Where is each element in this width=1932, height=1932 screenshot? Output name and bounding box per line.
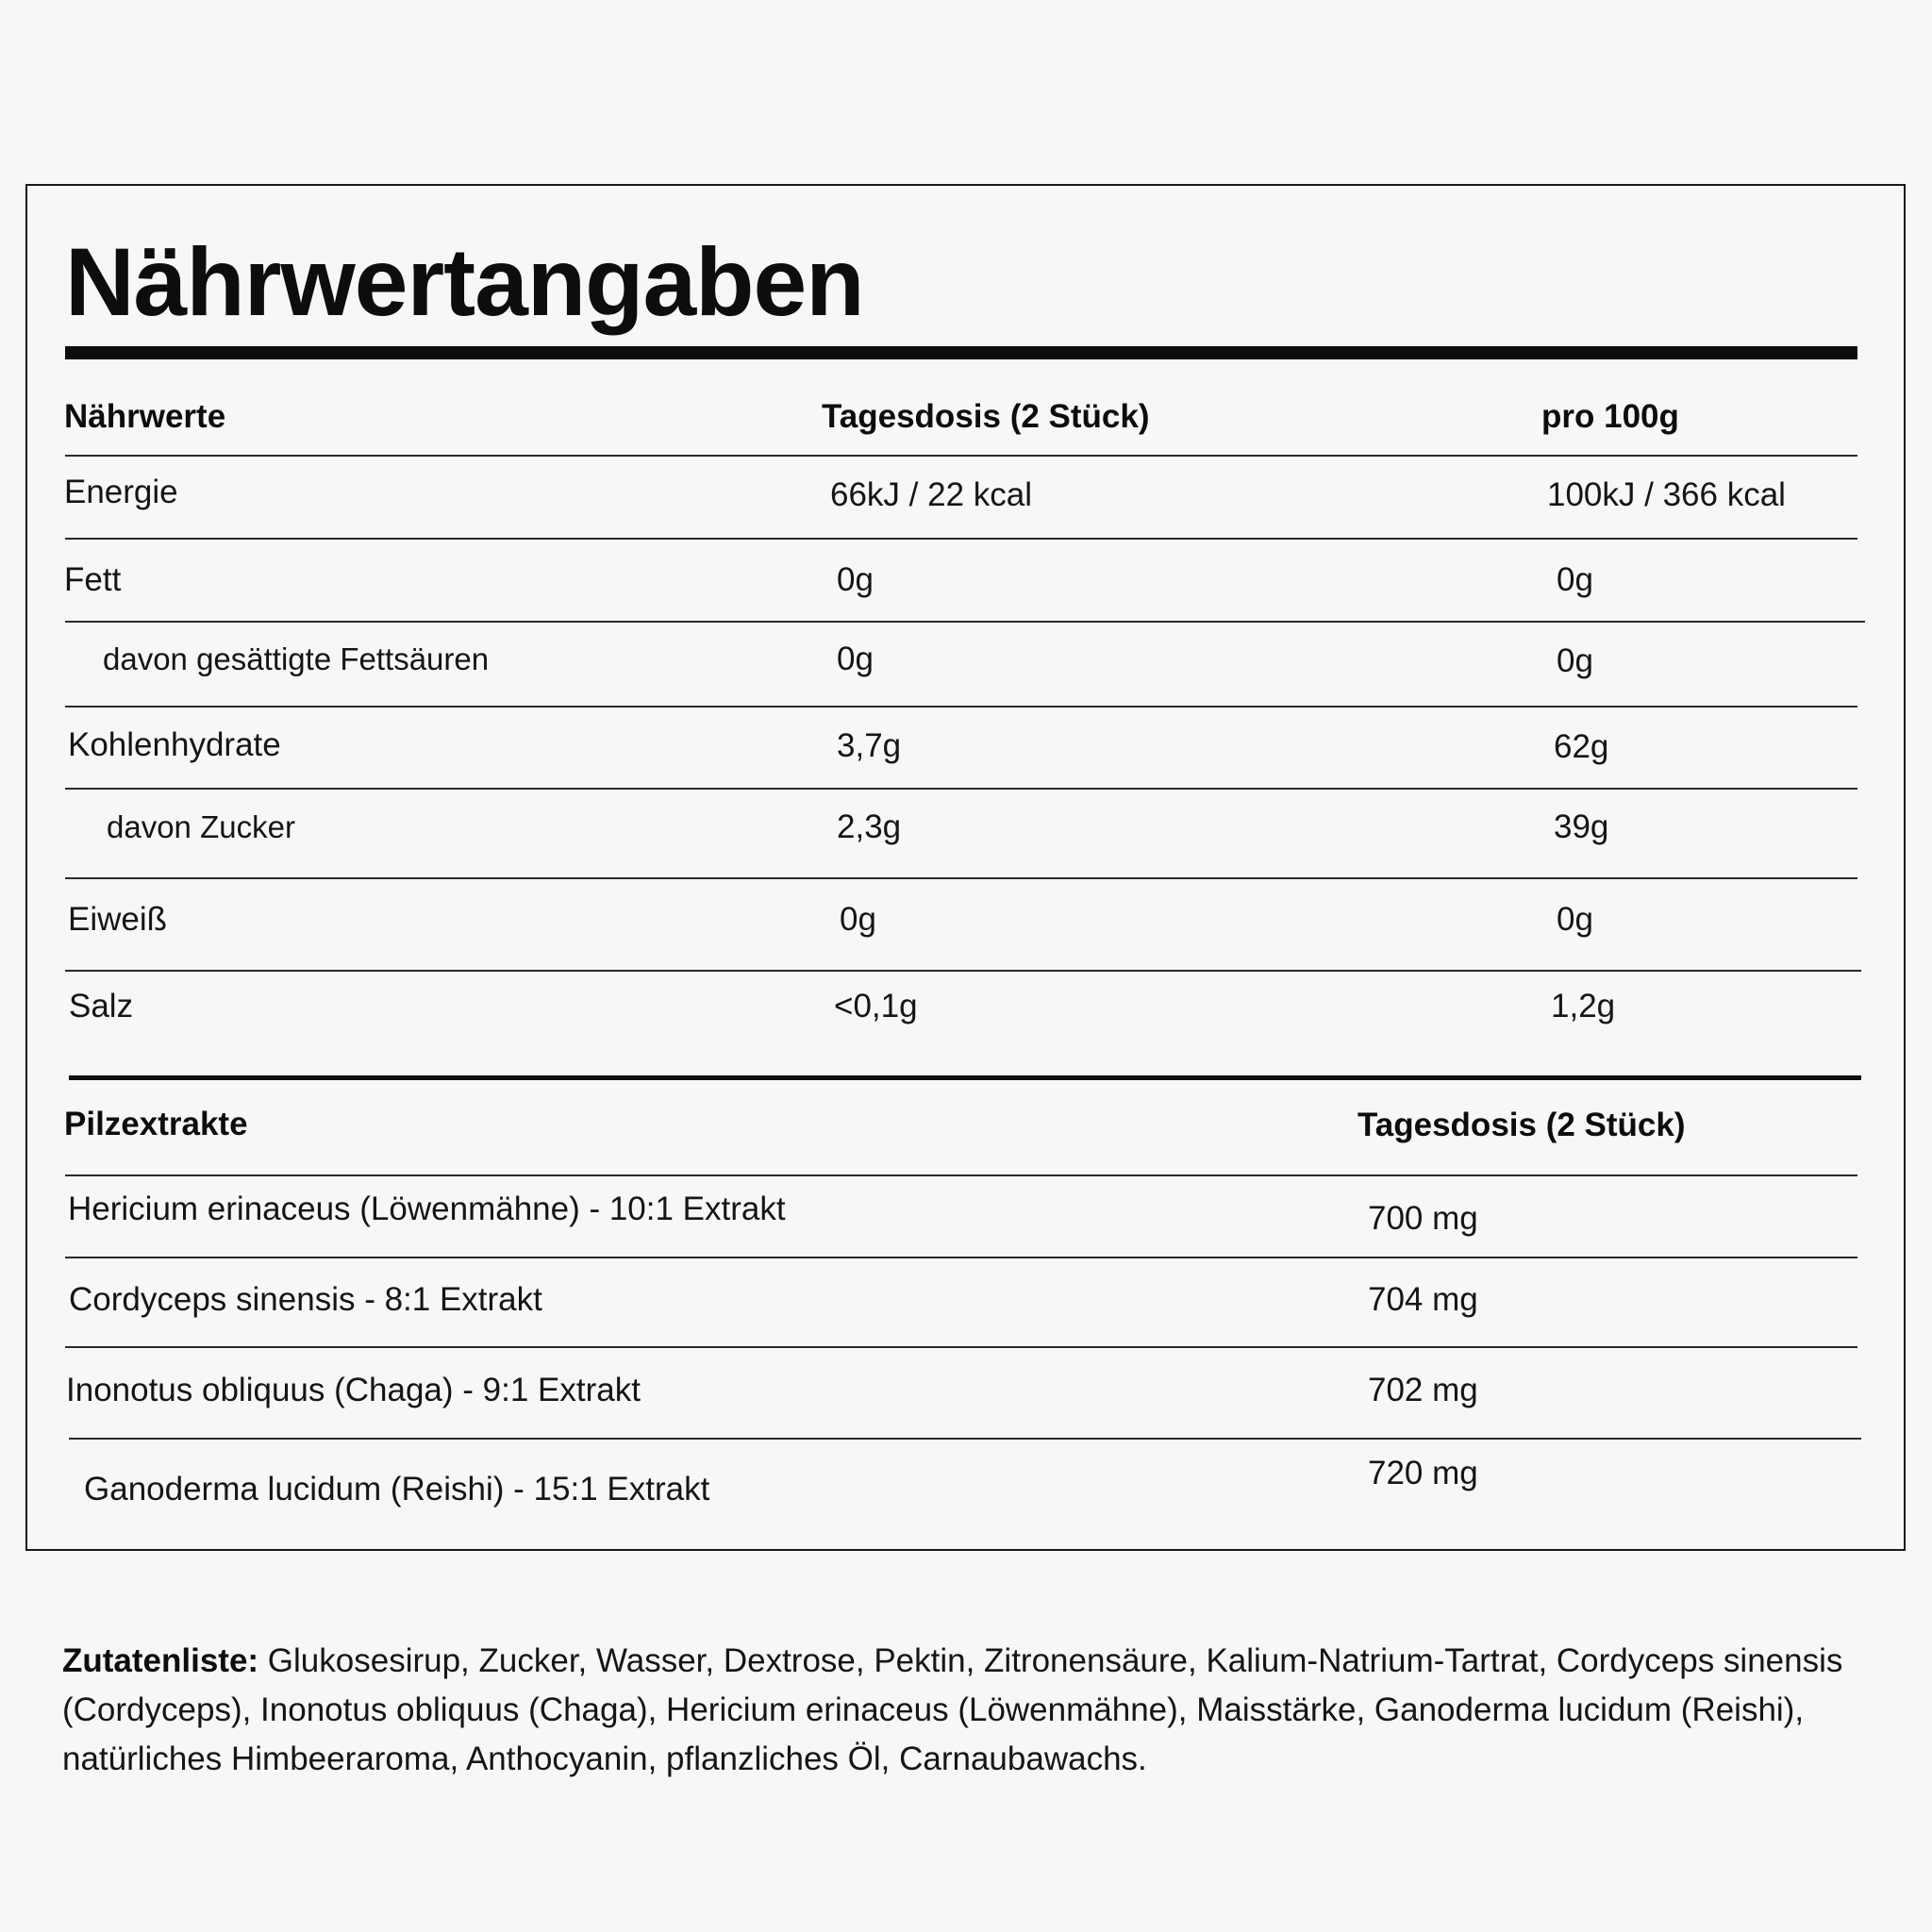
row-divider <box>65 970 1861 972</box>
nutrition-row-daily: <0,1g <box>834 988 918 1024</box>
extract-row-daily: 704 mg <box>1368 1281 1478 1318</box>
nutrition-row-name: Eiweiß <box>68 901 168 938</box>
row-divider <box>65 788 1857 790</box>
nutrition-row-name: Fett <box>64 561 122 598</box>
nutrition-row-per100: 0g <box>1557 901 1593 938</box>
nutrition-row-name: davon gesättigte Fettsäuren <box>103 641 490 676</box>
nutrition-row-per100: 0g <box>1557 561 1593 598</box>
section-divider <box>69 1075 1861 1080</box>
nutrition-panel <box>25 184 1906 1551</box>
nutrition-row-per100: 62g <box>1554 728 1609 765</box>
nutrition-row-daily: 0g <box>840 901 876 938</box>
row-divider <box>65 877 1857 879</box>
extract-row-name: Ganoderma lucidum (Reishi) - 15:1 Extrakt <box>84 1471 710 1507</box>
row-divider <box>65 1257 1857 1258</box>
extract-row-name: Hericium erinaceus (Löwenmähne) - 10:1 Extrakt <box>68 1191 786 1227</box>
extract-row-name: Cordyceps sinensis - 8:1 Extrakt <box>69 1281 542 1318</box>
nutrition-row-name: davon Zucker <box>107 809 295 844</box>
extracts-header-daily: Tagesdosis (2 Stück) <box>1357 1107 1686 1143</box>
nutrition-row-per100: 39g <box>1554 808 1609 845</box>
row-divider <box>65 1346 1857 1348</box>
ingredients-list <box>62 1637 1874 1784</box>
nutrition-row-daily: 66kJ / 22 kcal <box>830 476 1032 513</box>
nutrition-header-name: Nährwerte <box>64 398 226 435</box>
nutrition-row-per100: 1,2g <box>1551 988 1616 1024</box>
nutrition-row-daily: 0g <box>837 641 874 677</box>
extract-row-name: Inonotus obliquus (Chaga) - 9:1 Extrakt <box>66 1372 641 1408</box>
extract-row-daily: 720 mg <box>1368 1455 1478 1491</box>
page-title: Nährwertangaben <box>65 228 864 336</box>
nutrition-row-name: Salz <box>69 988 134 1024</box>
nutrition-row-daily: 2,3g <box>837 808 902 845</box>
row-divider <box>65 621 1865 623</box>
nutrition-row-per100: 0g <box>1557 642 1593 679</box>
extract-row-daily: 700 mg <box>1368 1200 1478 1237</box>
nutrition-row-name: Energie <box>64 474 178 510</box>
row-divider <box>65 1174 1857 1176</box>
nutrition-header-daily: Tagesdosis (2 Stück) <box>822 398 1150 435</box>
ingredients-text: Glukosesirup, Zucker, Wasser, Dextrose, Pektin, Zitronensäure, Kalium-Natrium-Tartrat, Cordyceps sinensis (Cordyceps), Inonotus obliquus (Chaga), Hericium erinaceus (Löwenmähne), Maisstärke, Ganoderma lucidum (Reishi), natürliches Himbeeraroma, Anthocyanin, pflanzliches Öl, Carnaubawachs. <box>62 1642 1843 1777</box>
ingredients-label: Zutatenliste: <box>62 1642 259 1679</box>
extracts-header-name: Pilzextrakte <box>64 1106 248 1142</box>
row-divider <box>65 538 1857 540</box>
row-divider <box>65 706 1857 708</box>
nutrition-row-per100: 100kJ / 366 kcal <box>1547 476 1786 513</box>
nutrition-header-per100: pro 100g <box>1541 398 1679 435</box>
extract-row-daily: 702 mg <box>1368 1372 1478 1408</box>
row-divider <box>69 1438 1861 1440</box>
row-divider <box>65 455 1857 457</box>
title-divider <box>65 346 1857 359</box>
nutrition-row-daily: 3,7g <box>837 727 902 764</box>
nutrition-row-name: Kohlenhydrate <box>68 726 281 763</box>
nutrition-row-daily: 0g <box>837 561 874 598</box>
